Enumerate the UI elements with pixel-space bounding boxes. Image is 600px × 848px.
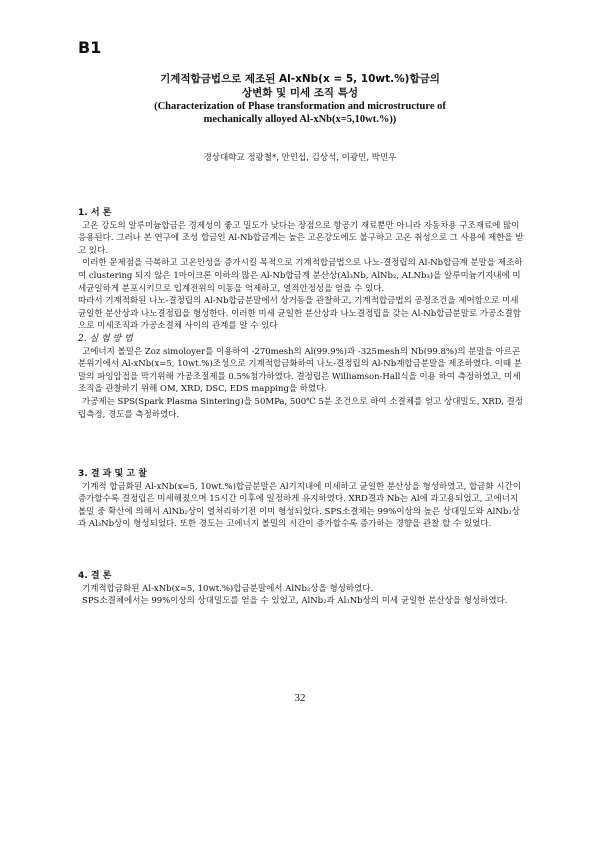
title-english-line-2: mechanically alloyed Al-xNb(x=5,10wt.%)) bbox=[203, 114, 397, 125]
intro-paragraph-2: 이러한 문제점을 극복하고 고온인성을 증가시킬 목적으로 기계적합금법으로 나노-결정립의 Al-Nb합금계 분말을 제조하여 clustering 되지 않은 1마이크론 이하의 많은 Al-Nb합금계 분산상(Al₃Nb, AlNb₂, ALNb₃)을 알루미늄기지내에 미세균일하게 분포시키므로 입계전위의 이동을 억제하고, 열적안정성을 얻을 수 있다. bbox=[78, 258, 523, 294]
section-heading-method: 2. 실 험 방 법 bbox=[78, 333, 133, 344]
section-results bbox=[78, 468, 524, 531]
author-list: 경상대학교 정광철*, 안인섭, 김상석, 이광민, 박민우 bbox=[203, 153, 397, 163]
intro-paragraph-3: 따라서 기계적화된 나노-결정립의 Al-Nb합금분말에서 상거동을 관찰하고, 기계적합금법의 공정조건을 제어함으로 미세균일한 분산상과 나노결정립을 형성한다. 이러한 미세 균일한 분산상과 나노결정립을 갖는 Al-Nb합금분말로 가공소결함으로 미세조직과 가공소결체 사이의 관계를 알 수 있다 bbox=[78, 296, 521, 332]
title-korean-line-1: 기계적합금법으로 제조된 Al-xNb(x = 5, 10wt.%)합금의 bbox=[160, 73, 440, 85]
title-english-line-1: (Characterization of Phase transformation and microstructure of bbox=[154, 101, 446, 112]
results-paragraph-1: 기계적 합금화된 Al-xNb(x=5, 10wt.%)합금분말은 Al기지내에 미세하고 균일한 분산상을 형성하였고, 합금화 시간이 증가할수록 결정립은 미세해졌으며 15시간 이후에 일정하게 유지하였다. XRD결과 Nb는 Al에 과고용되었고, 고에너지 볼밀 중 확산에 의해서 AlNb₂상이 열처리하기전 이미 형성되었다. SPS소결체는 99%이상의 높은 상대밀도와 AlNb₂상과 Al₃Nb상이 형성되었다. 또한 경도는 고에너지 볼밀의 시간이 증가할수록 증가하는 경향을 관찰 할 수 있었다. bbox=[78, 481, 521, 530]
method-paragraph-1: 고에너지 볼밀은 Zoz simoloyer를 이용하여 -270mesh의 Al(99.9%)과 -325mesh의 Nb(99.8%)의 분말을 아르곤 분위기에서 Al-xNb(x=5, 10wt.%)조성으로 기계적합금화하여 나노-결정립의 Al-Nb계합금분말을 제조하였다. 이때 분말의 파잉압접을 막기위해 가공조절제를 0.5%첨가하였다. 결정립은 Williamson-Hall식을 이용 하여 측정하였고, 미세조직을 관찰하기 위해 OM, XRD, DSC, EDS mapping을 하였다. bbox=[78, 346, 522, 395]
section-introduction bbox=[78, 207, 524, 421]
section-heading-introduction: 1. 서 론 bbox=[78, 208, 112, 218]
page-number: 32 bbox=[294, 692, 306, 704]
method-paragraph-2: 가공제는 SPS(Spark Plasma Sintering)을 50MPa, 500℃ 5분 조건으로 하여 소결체를 얻고 상대밀도, XRD, 결정립측정, 경도를 측정하였다. bbox=[78, 396, 524, 420]
section-heading-conclusion: 4. 결 론 bbox=[78, 571, 112, 581]
conclusion-paragraph-2: SPS소결체에서는 99%이상의 상대밀도를 얻을 수 있었고, AlNb₂과 Al₃Nb상의 미세 균일한 분산상을 형성하였다. bbox=[82, 596, 508, 607]
paper-code: B1 bbox=[78, 38, 102, 57]
section-conclusion bbox=[78, 570, 524, 608]
section-heading-results: 3. 결 과 및 고 찰 bbox=[78, 469, 147, 479]
title-korean-line-2: 상변화 및 미세 조직 특성 bbox=[241, 87, 359, 99]
intro-paragraph-1: 고온 강도의 알루미늄합금은 경제성이 좋고 밀도가 낮다는 장점으로 항공기 재료뿐만 아니라 자동차용 구조재료에 많이 응용된다. 그러나 본 연구에 조성 합금인 Al-Nb합금계는 높은 고온강도에도 불구하고 고온 취성으로 그 사용에 제한을 받고 있다. bbox=[78, 220, 524, 256]
paper-title bbox=[90, 72, 510, 126]
conclusion-paragraph-1: 기계적합금화된 Al-xNb(x=5, 10wt.%)합금분말에서 AlNb₂상을 형성하였다. bbox=[82, 583, 374, 594]
